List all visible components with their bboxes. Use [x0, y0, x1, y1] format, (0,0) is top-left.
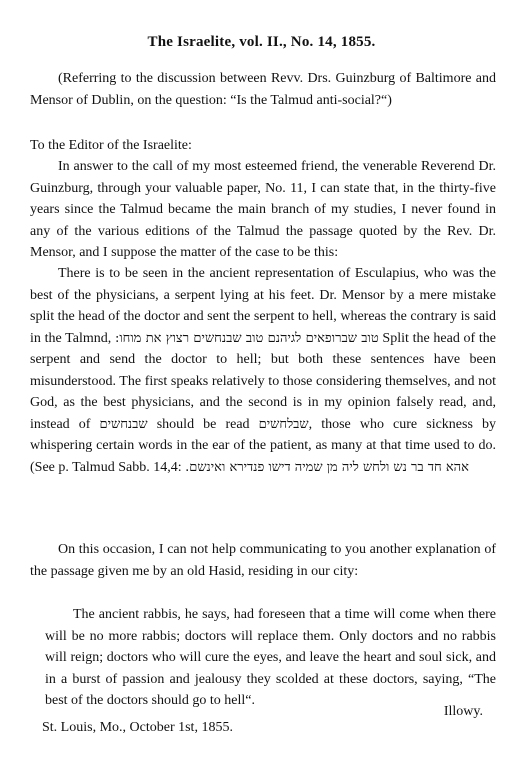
para2-text-b: Split the head of the serpent and send the doctor to hell; but both these sentences have been misunderstood. The first speaks relatively to those considering themselves, and not God, as the best physicians, and the second is in my opinion falsely read, and, instead of: [30, 330, 497, 432]
hasid-quote: The ancient rabbis, he says, had foreseen that a time will come when there will be no more rabbis; doctors will replace them. Only doctors and no rabbis will reign; doctors who will cure the eyes, and leave the heart and soul sick, and in a burst of passion and jealousy they scolded at these doctors, saying, “The best of the doctors should go to hell“.: [45, 607, 496, 708]
hebrew-word-2: שבלחשים: [258, 416, 309, 432]
hebrew-quote-2: אהא חד בר נש ולחש ליה מן שמיה דישו פנדירא ואינשם.: [185, 459, 469, 475]
signature: Illowy.: [443, 704, 483, 719]
body-paragraph-3: On this occasion, I can not help communicating to you another explanation of the passage given me by an old Hasid, residing in our city:: [30, 542, 496, 579]
para2-text-d: , those who cure sickness by whispering certain words in the ear of the patient, as many at that time used to do. (See p. Talmud Sabb. 14,4:: [30, 416, 496, 475]
para2-text-c: should be read: [156, 416, 250, 432]
body-paragraph-1: In answer to the call of my most esteemed friend, the venerable Reverend Dr. Guinzburg, through your valuable paper, No. 11, I can state that, in the thirty-five years since the Talmud became the main branch of my studies, I never found in any of the various editions of the Talmud the passage quoted by the Rev. Dr. Mensor, and I suppose the matter of the case to be this:: [30, 159, 496, 260]
intro-paragraph: (Referring to the discussion between Revv. Drs. Guinzburg of Baltimore and Mensor of Dublin, on the question: “Is the Talmud anti-social?“): [30, 71, 496, 108]
salutation: To the Editor of the Israelite:: [30, 138, 192, 153]
body-paragraph-2: [30, 263, 496, 478]
para2-text-a: There is to be seen in the ancient representation of Esculapius, who was the best of the physicians, a serpent lying at his feet. Dr. Mensor by a mere mistake split the head of the doctor and sent the serpent to hell, whereas the contrary is said in the Talmnd,: [30, 266, 496, 346]
page-title: The Israelite, vol. II., No. 14, 1855.: [147, 34, 376, 50]
dateline: St. Louis, Mo., October 1st, 1855.: [42, 720, 233, 735]
hebrew-quote-1: טוב שברופאים לגיהנם טוב שבנחשים רצוץ את מוחו:: [114, 330, 379, 346]
hebrew-word-1: שבנחשים: [99, 416, 148, 432]
